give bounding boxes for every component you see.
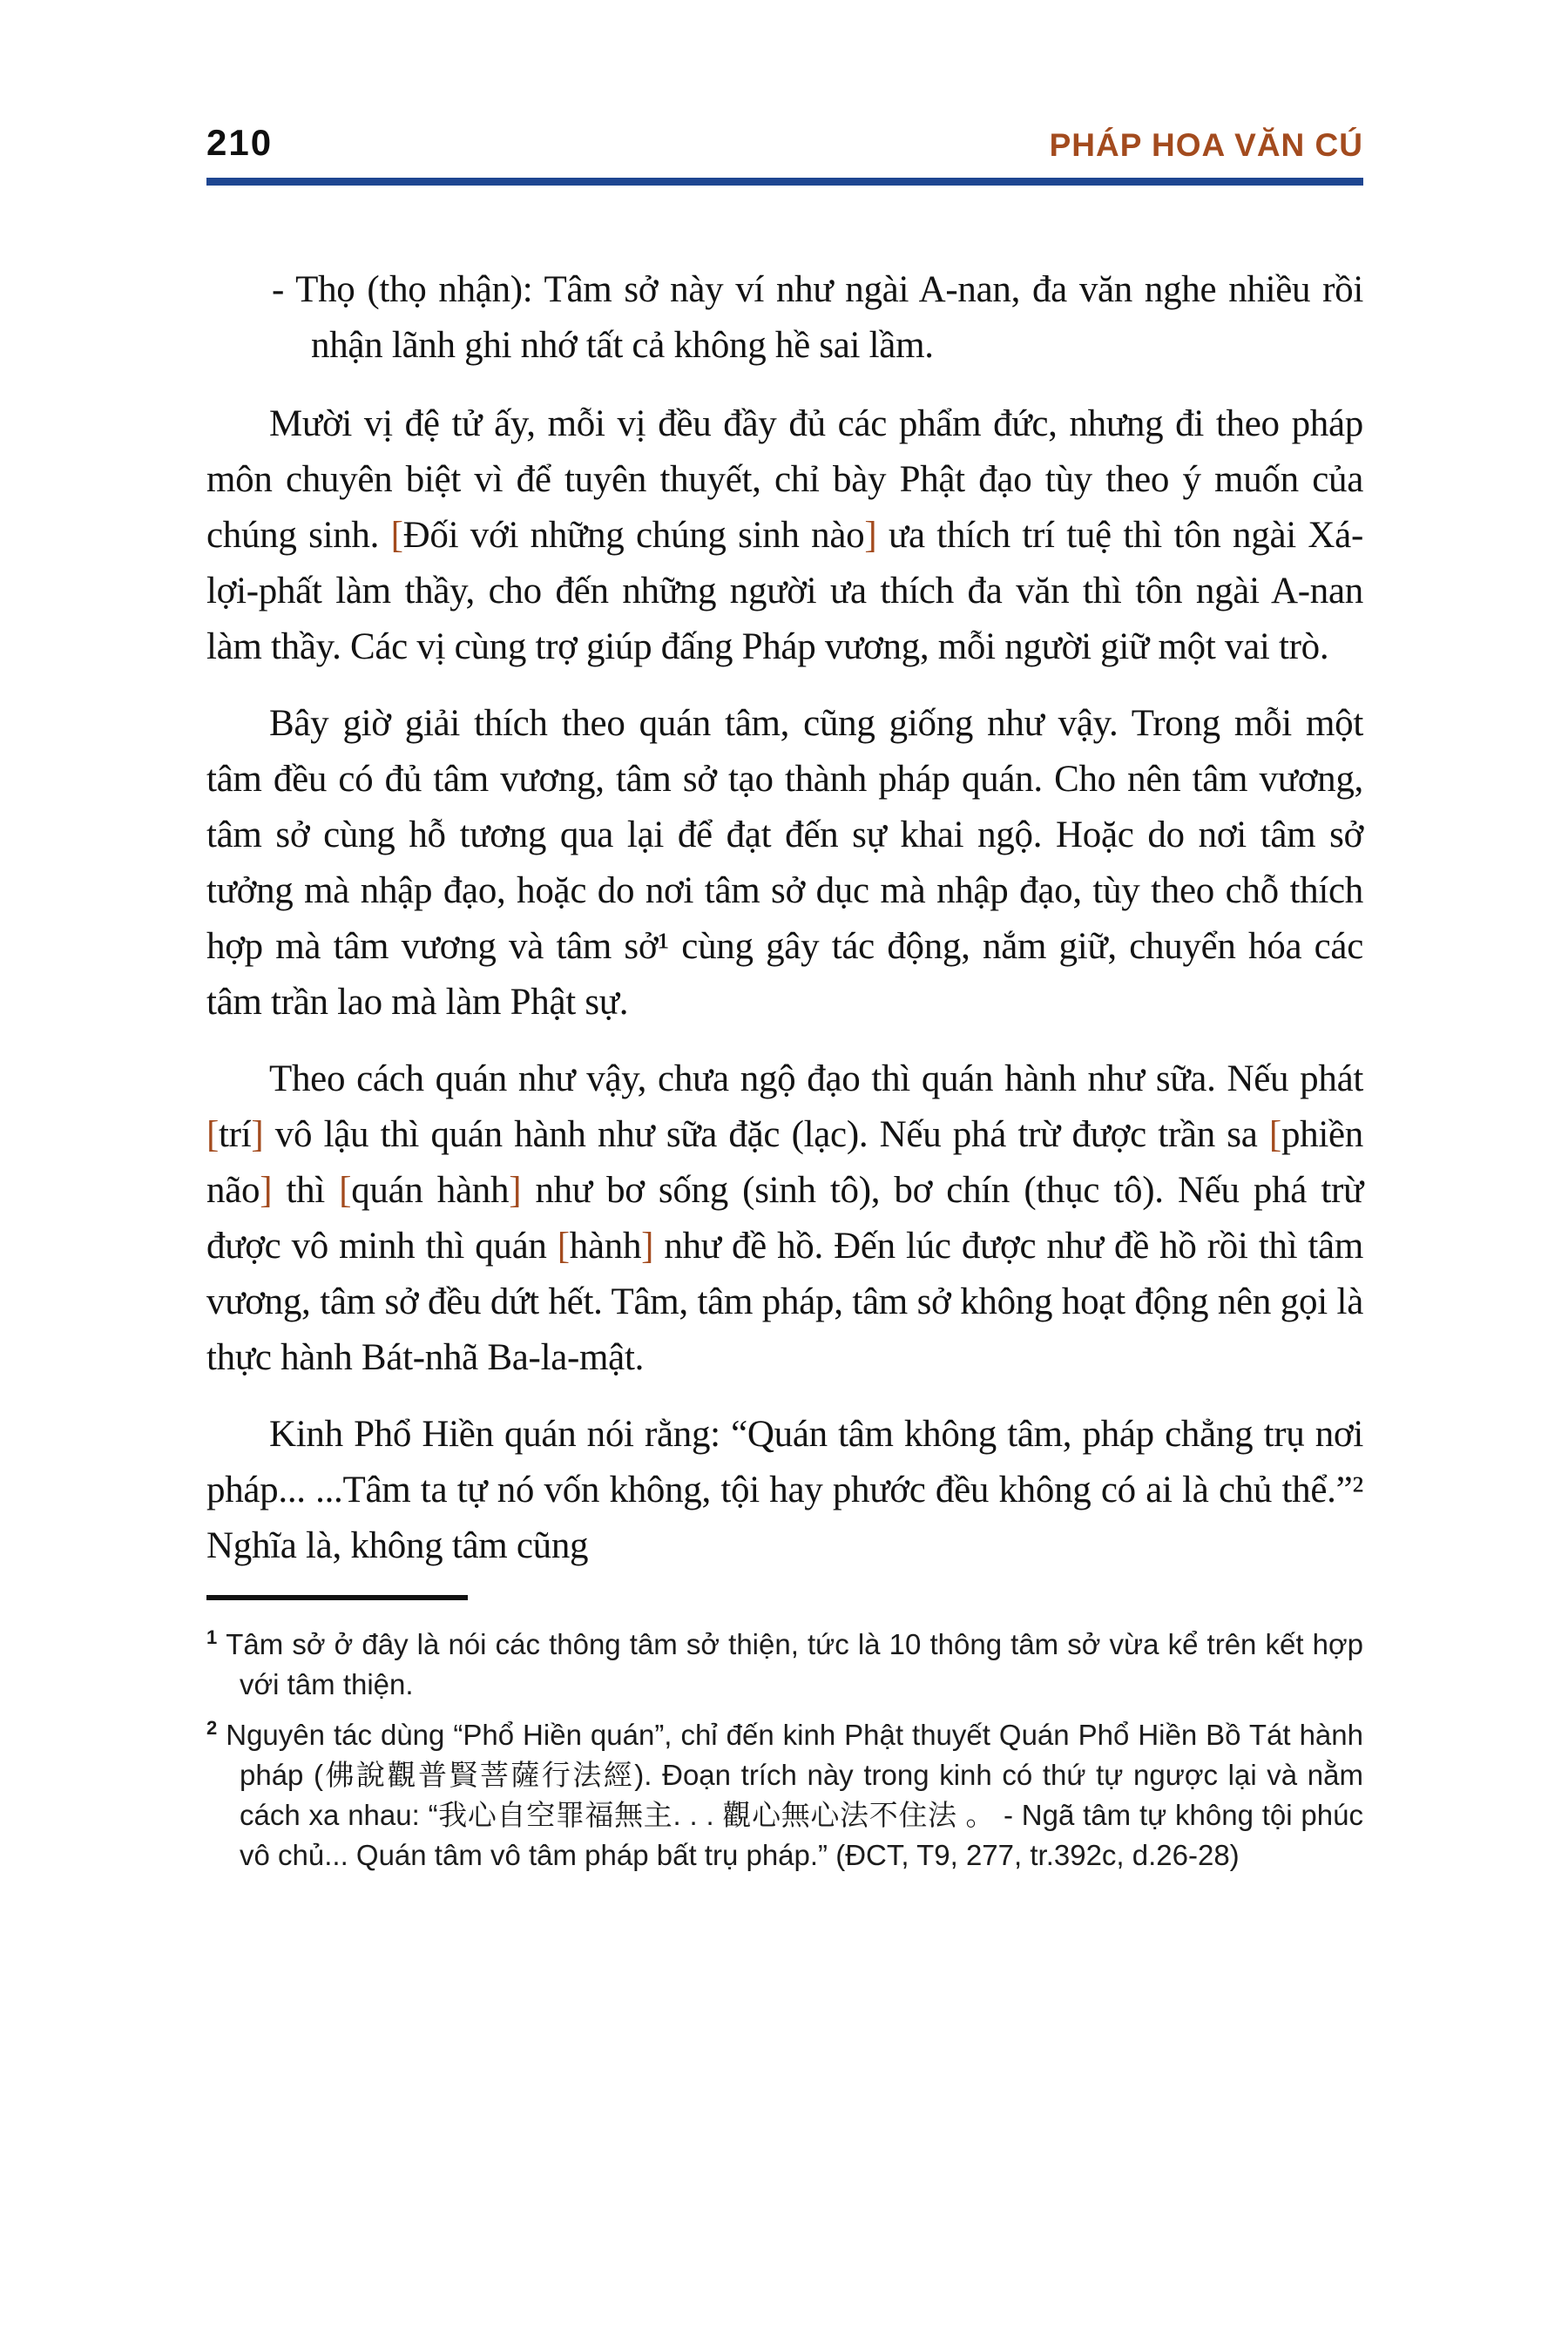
footnote-1-text: Tâm sở ở đây là nói các thông tâm sở thiện, tức là 10 thông tâm sở vừa kể trên kết hợp với tâm thiện.: [226, 1628, 1363, 1700]
footnote-separator: [206, 1595, 468, 1600]
editorial-bracket: ]: [509, 1170, 522, 1211]
body-paragraph-quan-tam: Bây giờ giải thích theo quán tâm, cũng giống như vậy. Trong mỗi một tâm đều có đủ tâm vương, tâm sở tạo thành pháp quán. Cho nên tâm vương, tâm sở cùng hỗ tương qua lại để đạt đến sự khai ngộ. Hoặc do nơi tâm sở tưởng mà nhập đạo, hoặc do nơi tâm sở dục mà nhập đạo, tùy theo chỗ thích hợp mà tâm vương và tâm sở¹ cùng gây tác động, nắm giữ, chuyển hóa các tâm trần lao mà làm Phật sự.: [206, 703, 1363, 1023]
editorial-bracket: [: [339, 1170, 352, 1211]
body-paragraph-disciples: Mười vị đệ tử ấy, mỗi vị đều đầy đủ các phẩm đức, nhưng đi theo pháp môn chuyên biệt vì để tuyên thuyết, chỉ bày Phật đạo tùy theo ý muốn của chúng sinh. [Đối với những chúng sinh nào] ưa thích trí tuệ thì tôn ngài Xá-lợi-phất làm thầy, cho đến những người ưa thích đa văn thì tôn ngài A-nan làm thầy. Các vị cùng trợ giúp đấng Pháp vương, mỗi người giữ một vai trò.: [206, 403, 1363, 667]
header-rule: [206, 178, 1363, 186]
footnote-2-number: 2: [206, 1717, 218, 1739]
editorial-bracket: [: [1268, 1114, 1281, 1155]
page-header: [206, 122, 1363, 164]
footnote-1-number: 1: [206, 1626, 218, 1648]
editorial-bracket: ]: [260, 1170, 273, 1211]
footnote-1: [206, 1618, 1363, 1705]
footnote-2-text: Nguyên tác dùng “Phổ Hiền quán”, chỉ đến kinh Phật thuyết Quán Phổ Hiền Bồ Tát hành pháp (佛說觀普賢菩薩行法經). Đoạn trích này trong kinh có thứ tự ngược lại và nằm cách xa nhau: “我心自空罪福無主. . . 觀心無心法不住法 。 - Ngã tâm tự không tội phúc vô chủ... Quán tâm vô tâm pháp bất trụ pháp.” (ĐCT, T9, 277, tr.392c, d.26-28): [226, 1719, 1363, 1871]
editorial-bracket: ]: [641, 1226, 654, 1267]
body-paragraph-kinh-pho-hien: Kinh Phổ Hiền quán nói rằng: “Quán tâm không tâm, pháp chẳng trụ nơi pháp... ...Tâm ta tự nó vốn không, tội hay phước đều không có ai là chủ thể.”² Nghĩa là, không tâm cũng: [206, 1414, 1363, 1566]
page-number: 210: [206, 122, 274, 163]
body-text: [206, 262, 1363, 1574]
editorial-bracket: ]: [864, 515, 877, 556]
running-title: PHÁP HOA VĂN CÚ: [1049, 127, 1363, 163]
footnotes-block: [206, 1618, 1363, 1876]
body-paragraph-milk-analogy: Theo cách quán như vậy, chưa ngộ đạo thì quán hành như sữa. Nếu phát [trí] vô lậu thì quán hành như sữa đặc (lạc). Nếu phá trừ được trần sa [phiền não] thì [quán hành] như bơ sống (sinh tô), bơ chín (thục tô). Nếu phá trừ được vô minh thì quán [hành] như đề hồ. Đến lúc được như đề hồ rồi thì tâm vương, tâm sở đều dứt hết. Tâm, tâm pháp, tâm sở không hoạt động nên gọi là thực hành Bát-nhã Ba-la-mật.: [206, 1058, 1363, 1378]
editorial-bracket: [: [557, 1226, 570, 1267]
editorial-bracket: ]: [251, 1114, 264, 1155]
editorial-bracket: [: [390, 515, 403, 556]
footnote-2: [206, 1708, 1363, 1876]
editorial-bracket: [: [206, 1114, 220, 1155]
list-item-tho: - Thọ (thọ nhận): Tâm sở này ví như ngài A-nan, đa văn nghe nhiều rồi nhận lãnh ghi nhớ tất cả không hề sai lầm.: [272, 269, 1363, 366]
